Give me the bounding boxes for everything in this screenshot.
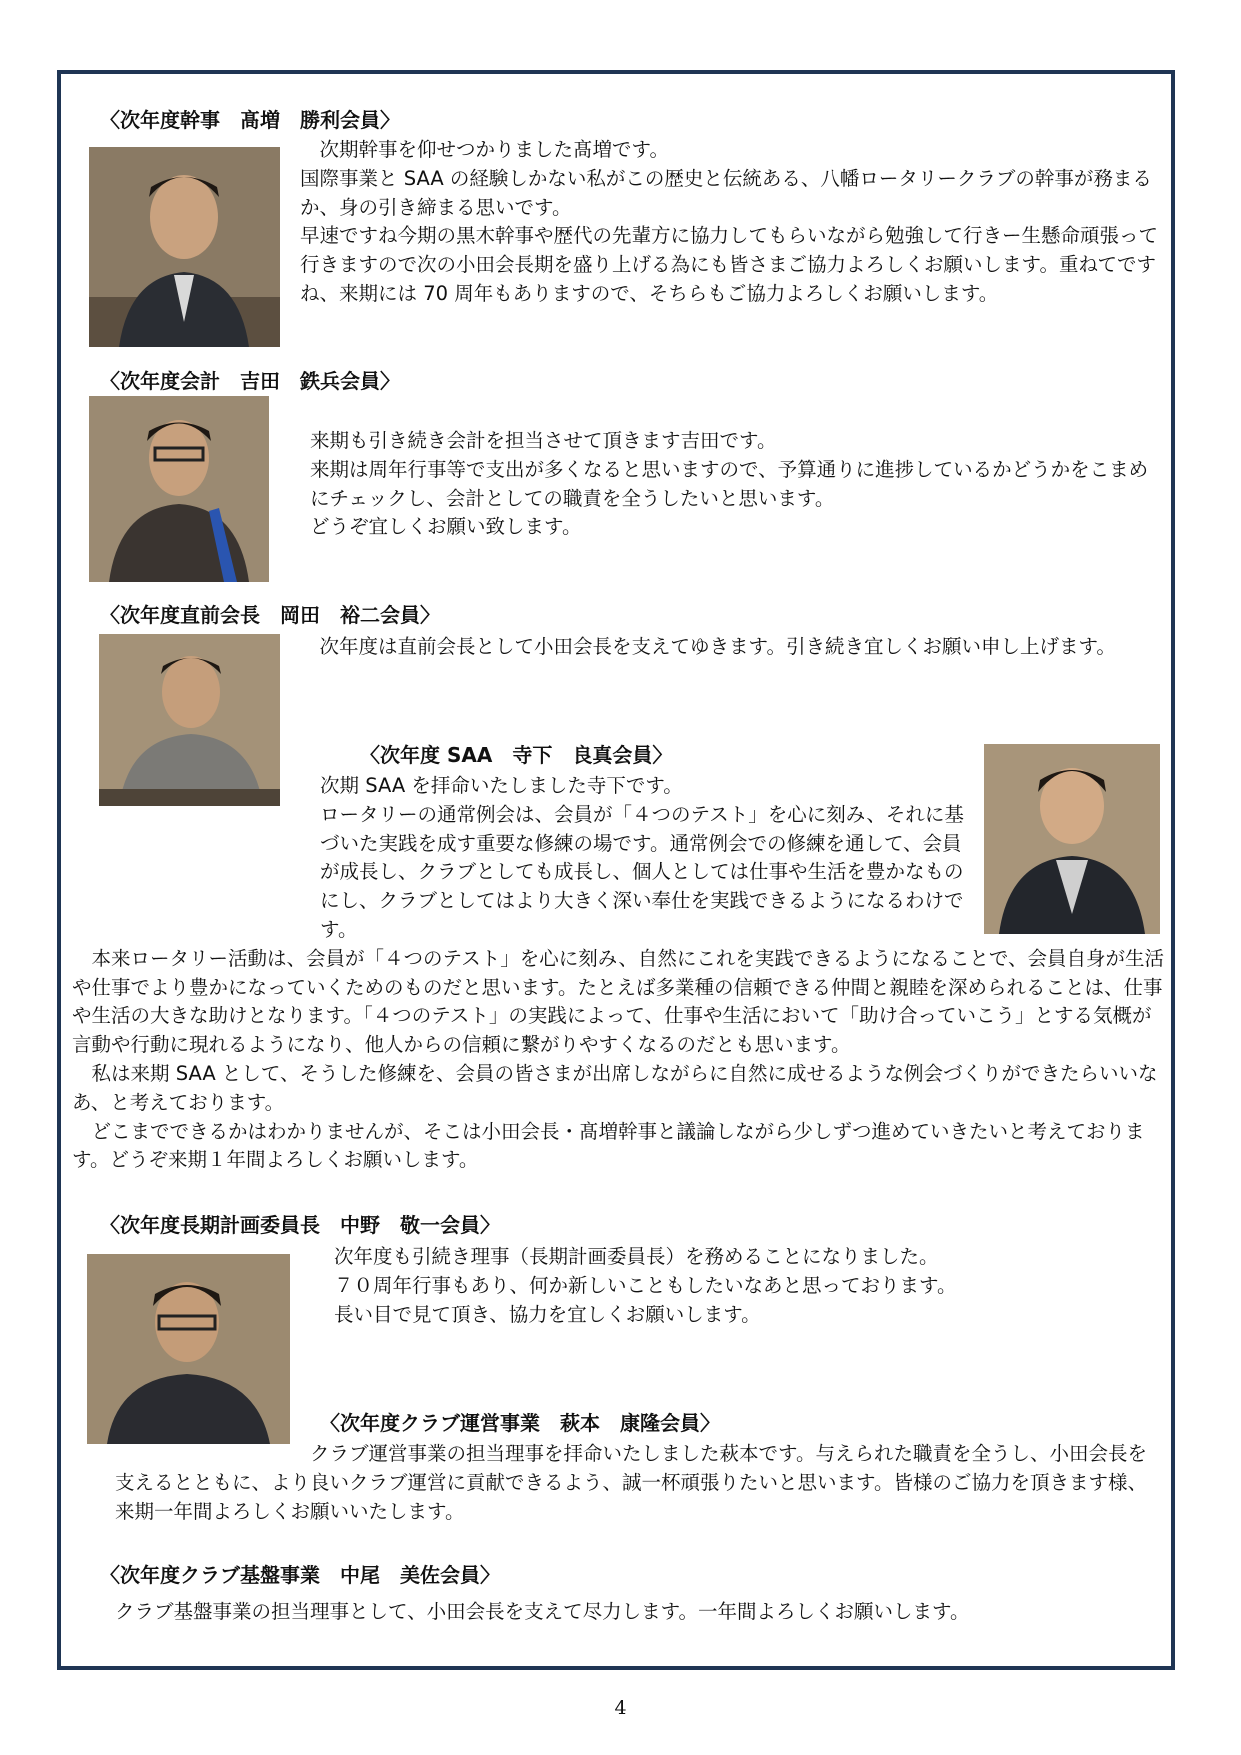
paragraph: 来期も引き続き会計を担当させて頂きます吉田です。	[310, 429, 777, 452]
paragraph: ロータリーの通常例会は、会員が「４つのテスト」を心に刻み、それに基づいた実践を成す重要な修練の場です。通常例会での修練を通して、会員が成長し、クラブとしても成長し、個人としては仕事や生活を豊かなものにし、クラブとしてはより大きく深い奉仕を実践できるようになるわけです。	[320, 802, 964, 941]
section-body-saa	[72, 772, 1164, 1175]
paragraph: 次期 SAA を拝命いたしました寺下です。	[320, 774, 683, 797]
paragraph: 次年度は直前会長として小田会長を支えてゆきます。引き続き宜しくお願い申し上げます。	[319, 635, 1116, 658]
paragraph: 私は来期 SAA として、そうした修練を、会員の皆さまが出席しながらに自然に成せるような例会づくりができたらいいなあ、と考えております。	[72, 1061, 1158, 1114]
paragraph: 次期幹事を仰せつかりました髙増です。	[319, 138, 669, 161]
paragraph: 次年度も引続き理事（長期計画委員長）を務めることになりました。	[334, 1245, 939, 1268]
section-body-long-term-planning	[334, 1243, 1154, 1329]
paragraph: どうぞ宜しくお願い致します。	[310, 515, 582, 539]
section-body-treasurer	[310, 427, 1150, 542]
page-number: 4	[614, 1697, 627, 1719]
section-body-secretary	[300, 136, 1162, 309]
section-heading-treasurer: 〈次年度会計 吉田 鉄兵会員〉	[100, 369, 400, 393]
section-heading-saa: 〈次年度 SAA 寺下 良真会員〉	[360, 743, 673, 767]
paragraph: クラブ基盤事業の担当理事として、小田会長を支えて尽力します。一年間よろしくお願いします。	[115, 1600, 970, 1623]
section-heading-secretary: 〈次年度幹事 髙増 勝利会員〉	[100, 108, 400, 132]
section-heading-club-foundation: 〈次年度クラブ基盤事業 中尾 美佐会員〉	[100, 1563, 500, 1587]
paragraph: 早速ですね今期の黒木幹事や歴代の先輩方に協力してもらいながら勉強して行きー生懸命頑張って行きますので次の小田会長期を盛り上げる為にも皆さまご協力よろしくお願いします。重ねてですね、来期には 70 周年もありますので、そちらもご協力よろしくお願いします。	[300, 224, 1159, 305]
paragraph: 本来ロータリー活動は、会員が「４つのテスト」を心に刻み、自然にこれを実践できるようになることで、会員自身が生活や仕事でより豊かになっていくためのものだと思います。たとえば多業種の信頼できる仲間と親睦を深められることは、仕事や生活の大きな助けとなります。「４つのテスト」の実践によって、仕事や生活において「助け合っていこう」とする気概が言動や行動に現れるようになり、他人からの信頼に繋がりやすくなるのだとも思います。	[72, 946, 1165, 1057]
section-body-club-foundation	[115, 1598, 1163, 1627]
photo-long-term-planning	[87, 1254, 290, 1444]
section-body-club-operations	[115, 1440, 1163, 1526]
paragraph: ７０周年行事もあり、何か新しいこともしたいなあと思っております。	[334, 1273, 957, 1297]
paragraph: どこまでできるかはわかりませんが、そこは小田会長・髙増幹事と議論しながら少しずつ進めていきたいと考えております。どうぞ来期１年間よろしくお願いします。	[72, 1119, 1145, 1172]
photo-treasurer	[89, 396, 269, 582]
section-heading-long-term-planning: 〈次年度長期計画委員長 中野 敬一会員〉	[100, 1213, 500, 1237]
paragraph: 国際事業と SAA の経験しかない私がこの歴史と伝統ある、八幡ロータリークラブの幹事が務まるか、身の引き締まる思いです。	[300, 166, 1152, 219]
paragraph: 来期は周年行事等で支出が多くなると思いますので、予算通りに進捗しているかどうかをこまめにチェックし、会計としての職責を全うしたいと思います。	[310, 457, 1149, 510]
section-body-past-president	[300, 628, 1162, 666]
paragraph: クラブ運営事業の担当理事を拝命いたしました萩本です。与えられた職責を全うし、小田会長を支えるとともに、より良いクラブ運営に貢献できるよう、誠一杯頑張りたいと思います。皆様のご協力を頂きます様、来期一年間よろしくお願いいたします。	[115, 1442, 1147, 1523]
photo-secretary	[89, 147, 280, 347]
paragraph: 長い目で見て頂き、協力を宜しくお願いします。	[334, 1302, 761, 1326]
section-heading-club-operations: 〈次年度クラブ運営事業 萩本 康隆会員〉	[320, 1411, 720, 1435]
section-heading-past-president: 〈次年度直前会長 岡田 裕二会員〉	[100, 603, 440, 627]
